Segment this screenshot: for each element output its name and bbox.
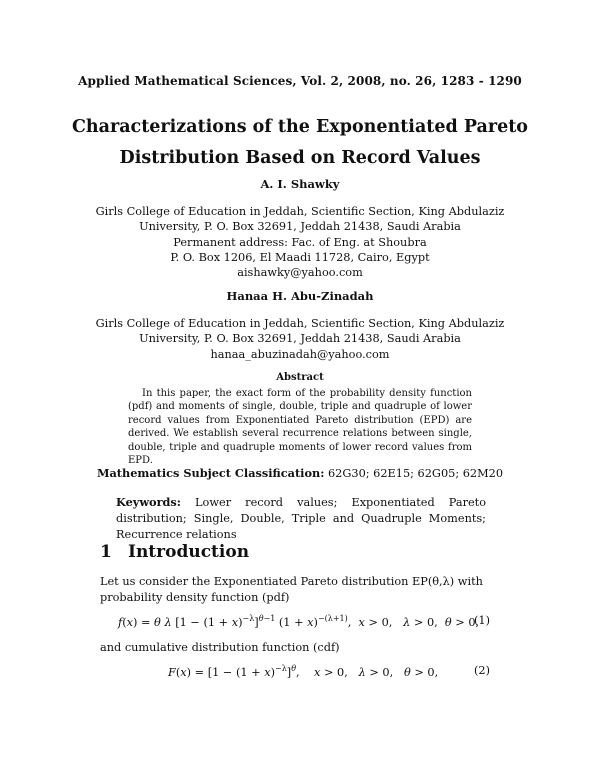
section-number: 1 [100, 542, 112, 562]
author-1-email: aishawky@yahoo.com [237, 266, 363, 280]
keywords-label: Keywords: [116, 495, 181, 509]
affiliation-line: Permanent address: Fac. of Eng. at Shoubra [173, 235, 427, 249]
keywords-line [116, 494, 486, 543]
affiliation-line: P. O. Box 1206, El Maadi 11728, Cairo, Egypt [170, 250, 430, 264]
keywords-value: Lower record values; Exponentiated Pareto distribution; Single, Double, Triple and Quadruple Moments; Recurrence relations [116, 496, 486, 541]
section-title: Introduction [128, 542, 250, 562]
author-2-name: Hanaa H. Abu-Zinadah [226, 289, 374, 303]
equation-1-expression: f(x) = θ λ $[1 - (1 + x)^{-\lambda}]^{\theta-1}$ $(1 + x)^{-(\lambda+1)}$, x > 0, λ > 0, θ > 0, [118, 614, 480, 629]
equation-2-expression: $F(x) = [1 - (1 + x)^{-\lambda}]^\theta$, x > 0, λ > 0, θ > 0, [168, 664, 439, 679]
equation-2-number: (2) [473, 664, 490, 677]
msc-value: 62G30; 62E15; 62G05; 62M20 [327, 467, 504, 480]
section-heading [100, 542, 249, 562]
affiliation-line: University, P. O. Box 32691, Jeddah 21438, Saudi Arabia [139, 332, 461, 346]
author-2-email: hanaa_abuzinadah@yahoo.com [210, 347, 390, 361]
title-line-2: Distribution Based on Record Values [119, 148, 481, 168]
msc-line [0, 466, 600, 480]
abstract-text: In this paper, the exact form of the probability density function (pdf) and moments of single, double, triple and quadruple of lower record values from Exponentiated Pareto distribution (EPD) are derived. We establish several recurrence relations between single, double, triple and quadruple moments of lower record values from EPD. [128, 388, 472, 467]
intro-paragraph-1: Let us consider the Exponentiated Pareto distribution EP(θ,λ) with probability density function (pdf) [100, 575, 483, 604]
equation-1-number: (1) [473, 614, 490, 627]
abstract-heading: Abstract [276, 372, 324, 383]
author-1-affiliation [0, 204, 600, 280]
intro-paragraph-2: and cumulative distribution function (cdf) [100, 641, 340, 654]
journal-header: Applied Mathematical Sciences, Vol. 2, 2008, no. 26, 1283 - 1290 [78, 74, 522, 88]
author-2-affiliation [0, 316, 600, 362]
affiliation-line: Girls College of Education in Jeddah, Scientific Section, King Abdulaziz [95, 317, 505, 330]
affiliation-line: Girls College of Education in Jeddah, Scientific Section, King Abdulaziz [95, 205, 505, 218]
affiliation-line: University, P. O. Box 32691, Jeddah 21438, Saudi Arabia [139, 220, 461, 234]
title-line-1: Characterizations of the Exponentiated Pareto [72, 117, 528, 137]
paper-title [0, 112, 600, 174]
msc-label: Mathematics Subject Classification: [96, 466, 325, 480]
author-1-name: A. I. Shawky [260, 177, 340, 191]
